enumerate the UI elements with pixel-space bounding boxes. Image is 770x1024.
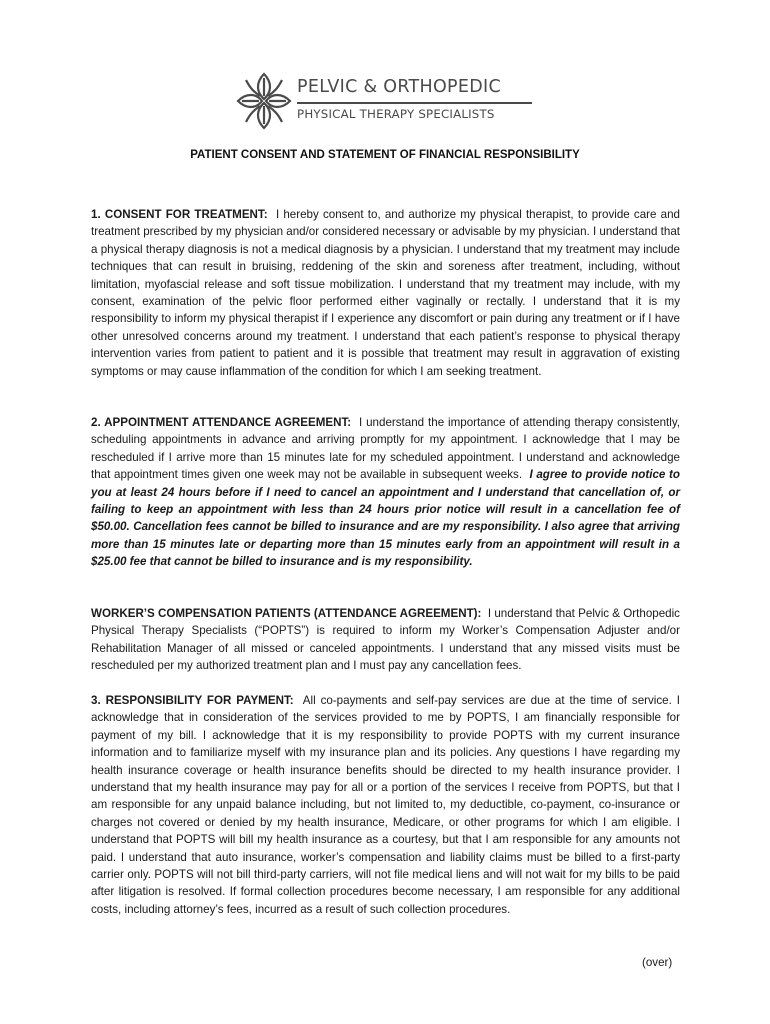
section-heading: 3. RESPONSIBILITY FOR PAYMENT:: [91, 694, 294, 707]
section-appointment-attendance: [91, 414, 680, 571]
cancellation-policy-emphasis: I agree to provide notice to you at least 24 hours before if I need to cancel an appointment and I understand that cancellation of, or failing to keep an appointment with less than 24 hours prior notice will result in a cancellation fee of $50.00. Cancellation fees cannot be billed to insurance and are my responsibility. I also agree that arriving more than 15 minutes late or departing more than 15 minutes early from an appointment will result in a $25.00 fee that cannot be billed to insurance and is my responsibility.: [91, 468, 680, 569]
section-text: I hereby consent to, and authorize my physical therapist, to provide care and treatment prescribed by my physician and/or considered necessary or advisable by my physician. I understand that a physical therapy diagnosis is not a medical diagnosis by a physician. I understand that my treatment may include techniques that can result in bruising, reddening of the skin and soreness after treatment, including, without limitation, myofascial release and soft tissue mobilization. I understand that my treatment may include, with my consent, examination of the pelvic floor performed either vaginally or rectally. I understand that it is my responsibility to inform my physical therapist if I experience any discomfort or pain during any treatment or if I have other unresolved concerns around my treatment. I understand that each patient’s response to physical therapy intervention varies from patient to patient and it is possible that treatment may result in aggravation of existing symptoms or may cause inflammation of the condition for which I am seeking treatment.: [91, 208, 681, 378]
section-heading: 2. APPOINTMENT ATTENDANCE AGREEMENT:: [91, 416, 352, 429]
logo-subtitle: PHYSICAL THERAPY SPECIALISTS: [297, 107, 495, 121]
section-text: I understand that Pelvic & Orthopedic Physical Therapy Specialists (“POPTS”) is required to inform my Worker’s Compensation Adjuster and/or Rehabilitation Manager of all missed or canceled appointments. I understand that any missed visits must be rescheduled per my authorized treatment plan and I must pay any cancellation fees.: [91, 607, 680, 673]
section-consent-for-treatment: [91, 206, 680, 380]
section-text: All co-payments and self-pay services are due at the time of service. I acknowledge that in consideration of the services provided to me by POPTS, I am financially responsible for payment of my bill. I acknowledge that it is my responsibility to provide POPTS with my current insurance information and to familiarize myself with my insurance plan and its policies. Any questions I have regarding my health insurance coverage or health insurance benefits should be directed to my health insurance provider. I understand that my health insurance may pay for all or a portion of the services I receive from POPTS, but that I am responsible for any unpaid balance including, but not limited to, my deductible, co-payment, co-insurance or charges not covered or denied by my health insurance, Medicare, or other programs for which I am eligible. I understand that POPTS will bill my health insurance as a courtesy, but that I am responsible for any amounts not paid. I understand that auto insurance, worker’s compensation and liability claims must be billed to a first-party carrier only. POPTS will not bill third-party carriers, will not file medical liens and will not wait for my bills to be paid after litigation is resolved. If formal collection procedures become necessary, I am responsible for any additional costs, including attorney’s fees, incurred as a result of such collection procedures.: [91, 694, 680, 916]
section-responsibility-for-payment: [91, 692, 680, 918]
section-workers-compensation: [91, 605, 680, 675]
logo-title: PELVIC & ORTHOPEDIC: [297, 77, 502, 97]
section-heading: 1. CONSENT FOR TREATMENT:: [91, 208, 268, 221]
section-heading: WORKER’S COMPENSATION PATIENTS (ATTENDANCE AGREEMENT):: [91, 607, 482, 620]
leaf-emblem-icon: [236, 70, 292, 132]
page-turn-note: (over): [642, 956, 673, 969]
section-text: I understand the importance of attending therapy consistently, scheduling appointments in advance and arriving promptly for my appointment. I acknowledge that I may be rescheduled if I arrive more than 15 minutes late for my scheduled appointment. I understand and acknowledge that appointment times given one week may not be available in subsequent weeks.: [91, 416, 681, 482]
clinic-logo: [236, 70, 536, 132]
logo-divider: [297, 102, 532, 104]
document-title: PATIENT CONSENT AND STATEMENT OF FINANCIAL RESPONSIBILITY: [190, 149, 580, 161]
